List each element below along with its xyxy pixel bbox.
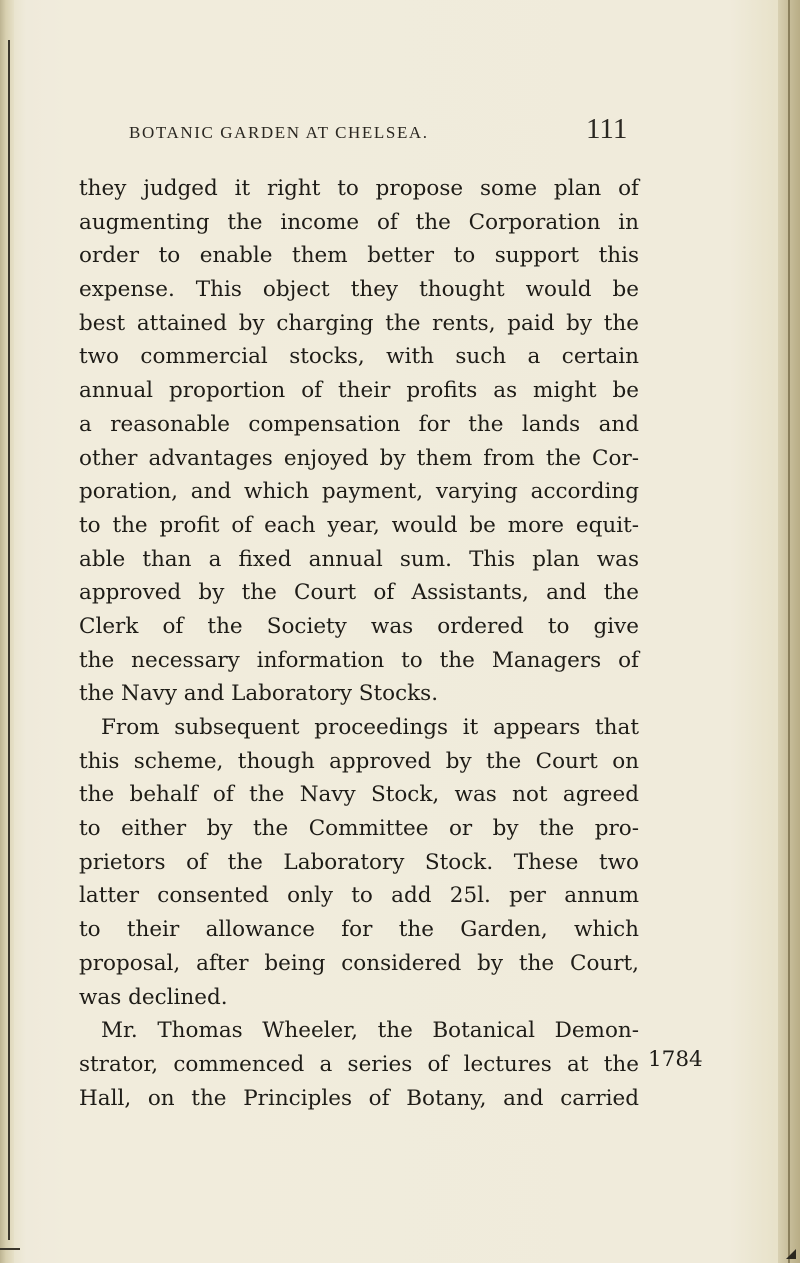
page-header	[129, 113, 629, 153]
text-line: other advantages enjoyed by them from the Cor-	[79, 445, 639, 471]
text-line: this scheme, though approved by the Court on	[79, 748, 639, 774]
binding-rule	[8, 40, 10, 1240]
body-text	[79, 172, 639, 1115]
text-line: order to enable them better to support this	[79, 243, 639, 269]
margin-year-note: 1784	[648, 1047, 703, 1072]
binding-edge	[0, 0, 14, 1263]
text-line: able than a fixed annual sum. This plan was	[79, 546, 639, 572]
text-line: latter consented only to add 25l. per annum	[79, 883, 639, 909]
text-line: Mr. Thomas Wheeler, the Botanical Demon-	[101, 1018, 639, 1044]
text-line: best attained by charging the rents, paid by the	[79, 310, 639, 336]
text-line: augmenting the income of the Corporation in	[79, 209, 639, 235]
text-line: annual proportion of their profits as might be	[79, 378, 639, 404]
binding-hook	[0, 1248, 20, 1250]
text-line: a reasonable compensation for the lands and	[79, 411, 639, 437]
text-line: approved by the Court of Assistants, and the	[79, 580, 639, 606]
page-number: 111	[586, 113, 628, 145]
text-line: prietors of the Laboratory Stock. These two	[79, 849, 639, 875]
text-line: to either by the Committee or by the pro-	[79, 816, 639, 842]
text-line: the Navy and Laboratory Stocks.	[79, 681, 439, 707]
text-line: two commercial stocks, with such a certain	[79, 344, 639, 370]
text-line: the necessary information to the Managers of	[79, 647, 639, 673]
text-line: Clerk of the Society was ordered to give	[79, 613, 639, 639]
text-line: expense. This object they thought would be	[79, 277, 639, 303]
text-line: to their allowance for the Garden, which	[79, 917, 639, 943]
text-line: was declined.	[79, 984, 228, 1010]
text-line: the behalf of the Navy Stock, was not agreed	[79, 782, 639, 808]
page-right-rule	[788, 0, 790, 1263]
text-line: strator, commenced a series of lectures at the	[79, 1051, 639, 1077]
text-line: they judged it right to propose some plan of	[79, 176, 639, 201]
text-line: to the profit of each year, would be more equit-	[79, 512, 639, 538]
text-line: Hall, on the Principles of Botany, and carried	[79, 1085, 639, 1111]
text-line: proposal, after being considered by the Court,	[79, 950, 639, 976]
text-line: poration, and which payment, varying according	[79, 479, 639, 505]
corner-mark-icon	[786, 1249, 796, 1259]
running-head: BOTANIC GARDEN AT CHELSEA.	[129, 123, 429, 142]
text-line: From subsequent proceedings it appears that	[101, 715, 639, 740]
